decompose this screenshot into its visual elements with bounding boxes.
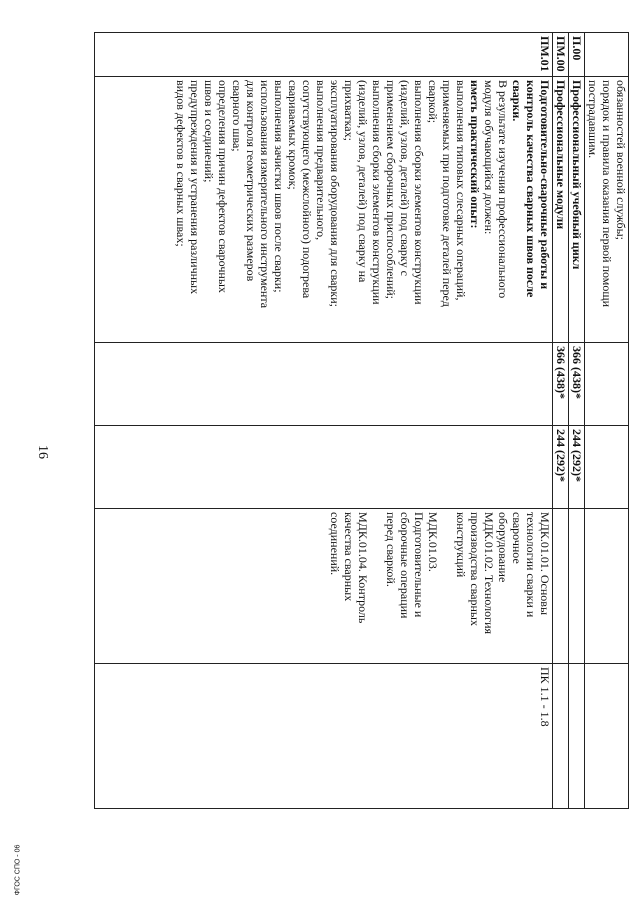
skill-line: использования измерительного инструмента xyxy=(258,80,272,309)
skill-line: для контроля геометрических размеров xyxy=(244,80,258,282)
mdk-line: соединений. xyxy=(328,512,342,576)
skill-line: (изделий, узлов, деталей) под сварку с xyxy=(398,80,412,276)
page-number: 16 xyxy=(35,445,50,459)
mdk-cell xyxy=(569,509,585,664)
mdk-line: технологии сварки и xyxy=(524,512,538,618)
skill-line: (изделий, узлов, деталей) под сварку на xyxy=(356,80,370,283)
skill-line: применяемых при подготовке деталей перед xyxy=(440,80,454,307)
mdk-cell xyxy=(585,509,629,664)
mdk-line: МДК.01.04. Контроль xyxy=(356,512,370,624)
intro-line: В результате изучения профессионального xyxy=(496,80,510,299)
desc-line: пострадавшим. xyxy=(586,80,600,159)
module-title-line: контроль качества сварных швов после xyxy=(524,80,538,298)
mdk-line: МДК.01.03. xyxy=(426,512,440,572)
mdk-line: перед сваркой. xyxy=(384,512,398,587)
mdk-line: сварочное xyxy=(510,512,524,564)
footer-standard-code: ФГОС СПО - 06 xyxy=(14,844,22,896)
mdk-line: конструкций xyxy=(454,512,468,578)
code-cell: П.00 xyxy=(569,33,585,77)
table-row xyxy=(585,33,629,809)
mdk-line: оборудование xyxy=(496,512,510,583)
mdk-line: качества сварных xyxy=(342,512,356,602)
skill-line: предупреждения и устранения различных xyxy=(188,80,202,295)
skill-line: выполнения сборки элементов конструкции xyxy=(412,80,426,305)
practice-heading: иметь практический опыт: xyxy=(468,80,482,229)
rotated-table-container xyxy=(94,32,629,808)
mdk-cell xyxy=(95,509,553,664)
hours-required-cell xyxy=(95,426,553,509)
code-cell: ПМ.00 xyxy=(553,33,569,77)
module-title-line: Подготовительно-сварочные работы и xyxy=(538,80,552,290)
competency-cell xyxy=(569,664,585,809)
hours-total-cell xyxy=(95,343,553,426)
intro-line: модуля обучающийся должен: xyxy=(482,80,496,235)
skill-line: выполнения зачистки швов после сварки; xyxy=(272,80,286,293)
module-title-line: сварки. xyxy=(510,80,524,122)
hours-required-cell: 244 (292)* xyxy=(569,426,585,509)
skill-line: свариваемых кромок; xyxy=(286,80,300,190)
table-row xyxy=(569,33,585,809)
code-cell xyxy=(585,33,629,77)
skill-line: сваркой; xyxy=(426,80,440,124)
competency-cell xyxy=(585,664,629,809)
spacer xyxy=(440,512,454,660)
skill-line: определения причин дефектов сварочных xyxy=(216,80,230,293)
skill-line: выполнения сборки элементов конструкции xyxy=(370,80,384,305)
hours-total-cell: 366 (438)* xyxy=(553,343,569,426)
mdk-line: производства сварных xyxy=(468,512,482,626)
skill-line: эксплуатирования оборудования для сварки; xyxy=(328,80,342,307)
curriculum-table xyxy=(94,32,629,809)
skill-line: сопутствующего (межслойного) подогрева xyxy=(300,80,314,299)
title-cell: Профессиональные модули xyxy=(553,77,569,343)
mdk-line: Подготовительные и xyxy=(412,512,426,618)
description-cell xyxy=(585,77,629,343)
hours-total-cell: 366 (438)* xyxy=(569,343,585,426)
skill-line: выполнения предварительного, xyxy=(314,80,328,241)
skill-line: выполнения типовых слесарных операций, xyxy=(454,80,468,301)
mdk-cell xyxy=(553,509,569,664)
skill-line: швов и соединений; xyxy=(202,80,216,183)
hours-total-cell xyxy=(585,343,629,426)
description-cell xyxy=(95,77,553,343)
table-row xyxy=(95,33,553,809)
title-cell: Профессиональный учебный цикл xyxy=(569,77,585,343)
hours-required-cell xyxy=(585,426,629,509)
hours-required-cell: 244 (292)* xyxy=(553,426,569,509)
mdk-line: МДК.01.01. Основы xyxy=(538,512,552,616)
spacer xyxy=(370,512,384,660)
mdk-line: сборочные операции xyxy=(398,512,412,619)
code-cell: ПМ.01 xyxy=(95,33,553,77)
desc-line: обязанностей военной службы; xyxy=(614,80,628,240)
skill-line: применением сборочных приспособлений; xyxy=(384,80,398,299)
skill-line: прихватках; xyxy=(342,80,356,141)
competency-cell xyxy=(553,664,569,809)
skill-line: видов дефектов в сварных швах; xyxy=(174,80,188,247)
mdk-line: МДК.01.02. Технология xyxy=(482,512,496,635)
skill-line: сварного шва; xyxy=(230,80,244,152)
desc-line: порядок и правила оказания первой помощи xyxy=(600,80,614,308)
table-row xyxy=(553,33,569,809)
competency-cell: ПК 1.1 - 1.8 xyxy=(95,664,553,809)
